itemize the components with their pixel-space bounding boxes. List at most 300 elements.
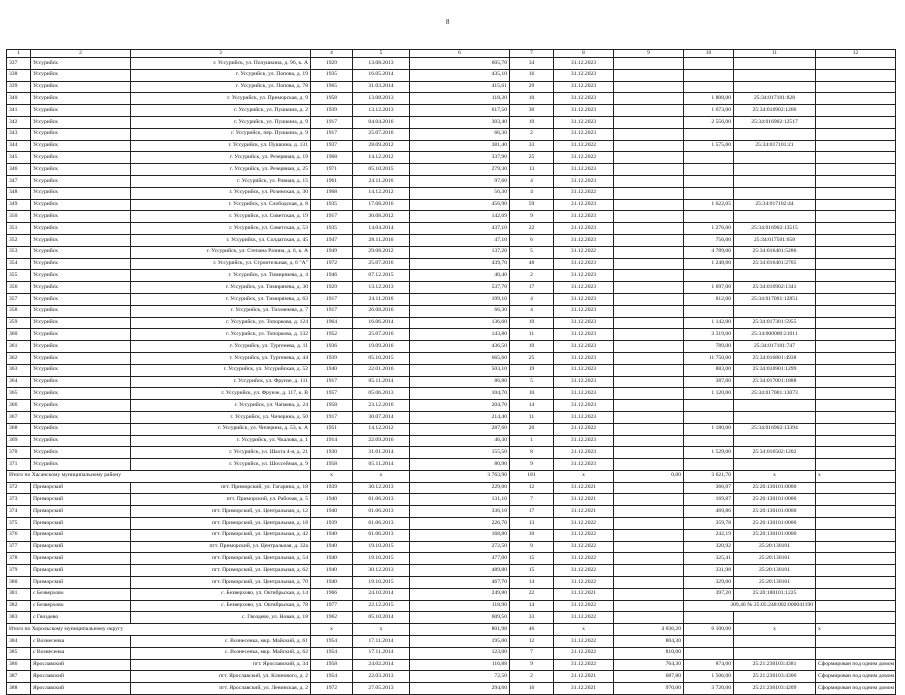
- subtotal-cell: 0,00: [614, 470, 684, 482]
- table-cell: [684, 81, 734, 93]
- table-cell: 7: [510, 647, 554, 659]
- table-cell: 353: [7, 246, 31, 258]
- table-cell: пгт. Ярославский, д. 34: [131, 659, 311, 671]
- table-cell: Приморский: [31, 541, 131, 553]
- table-cell: 05.10.2015: [353, 164, 410, 176]
- table-cell: 1940: [311, 565, 353, 577]
- column-number-cell: 12: [816, 50, 896, 58]
- table-row: [7, 187, 896, 199]
- table-row: [7, 58, 896, 70]
- table-cell: 4: [510, 187, 554, 199]
- table-cell: пгт. Приморский, ул. Центральная, д. 32а: [131, 541, 311, 553]
- table-cell: [734, 81, 816, 93]
- table-row: [7, 116, 896, 128]
- table-row: [7, 459, 896, 471]
- table-cell: 294,60: [410, 683, 510, 695]
- table-row: [7, 258, 896, 270]
- table-cell: 3 319,00: [684, 329, 734, 341]
- table-cell: [816, 459, 896, 471]
- table-cell: Уссурийск: [31, 341, 131, 353]
- table-cell: 350: [7, 211, 31, 223]
- table-cell: 31.12.2023: [554, 282, 614, 294]
- table-row: [7, 69, 896, 81]
- table-cell: г. Уссурийск, ул. Солдатская, д. 45: [131, 234, 311, 246]
- subtotal-cell: 801,98: [410, 624, 510, 636]
- table-cell: 1968: [311, 187, 353, 199]
- table-cell: 20: [510, 423, 554, 435]
- table-cell: 01.06.2013: [353, 506, 410, 518]
- table-cell: 28.09.2012: [353, 140, 410, 152]
- table-cell: 467,70: [410, 577, 510, 589]
- table-cell: 415,61: [410, 81, 510, 93]
- table-cell: 25:34:017501:658: [734, 234, 816, 246]
- subtotal-cell: x: [554, 470, 614, 482]
- table-cell: 477,00: [410, 553, 510, 565]
- table-cell: 1937: [311, 140, 353, 152]
- table-row: [7, 482, 896, 494]
- table-cell: 31.12.2023: [554, 258, 614, 270]
- table-cell: [684, 435, 734, 447]
- table-cell: [684, 152, 734, 164]
- table-cell: с. Безверхово, ул. Октябрьская, д. 14: [131, 588, 311, 600]
- table-cell: 56,30: [410, 187, 510, 199]
- table-cell: 33: [510, 140, 554, 152]
- table-cell: 376: [7, 529, 31, 541]
- table-cell: Уссурийск: [31, 246, 131, 258]
- table-cell: 1940: [311, 506, 353, 518]
- table-cell: 359,78: [684, 518, 734, 530]
- table-cell: Ярославский: [31, 671, 131, 683]
- table-cell: 25.07.2016: [353, 258, 410, 270]
- table-cell: 226,70: [410, 518, 510, 530]
- table-cell: 16.05.2014: [353, 69, 410, 81]
- column-number-cell: 2: [31, 50, 131, 58]
- table-cell: [734, 128, 816, 140]
- table-cell: г. Уссурийск, ул. Тихменева, д. 7: [131, 305, 311, 317]
- table-cell: [614, 541, 684, 553]
- table-cell: 970,00: [614, 683, 684, 695]
- table-cell: Уссурийск: [31, 293, 131, 305]
- table-cell: [816, 164, 896, 176]
- table-cell: 1929: [311, 282, 353, 294]
- table-row: [7, 140, 896, 152]
- table-cell: 2: [510, 128, 554, 140]
- table-cell: 116,88: [410, 659, 510, 671]
- table-cell: 31.12.2022: [554, 518, 614, 530]
- table-cell: [614, 223, 684, 235]
- table-cell: 365: [7, 388, 31, 400]
- table-cell: 366: [7, 400, 31, 412]
- table-cell: [816, 577, 896, 589]
- table-cell: 31.12.2022: [554, 152, 614, 164]
- register-table: [6, 49, 896, 695]
- subtotal-cell: x: [353, 470, 410, 482]
- table-cell: 31.12.2022: [554, 600, 614, 612]
- table-cell: 1939: [311, 518, 353, 530]
- table-cell: [734, 58, 816, 70]
- table-cell: 31.12.2023: [554, 175, 614, 187]
- table-cell: 1914: [311, 435, 353, 447]
- table-cell: 31.12.2022: [554, 140, 614, 152]
- table-cell: 1 529,00: [684, 447, 734, 459]
- table-cell: [614, 482, 684, 494]
- table-cell: 25:34:016902:13394: [734, 423, 816, 435]
- table-cell: 19.10.2015: [353, 553, 410, 565]
- table-cell: Уссурийск: [31, 223, 131, 235]
- table-cell: Уссурийск: [31, 364, 131, 376]
- table-cell: [816, 341, 896, 353]
- table-cell: 4 789,00: [684, 246, 734, 258]
- table-cell: [816, 305, 896, 317]
- table-cell: 25:20:180101:1225: [734, 588, 816, 600]
- table-cell: Сформирован под одним домом: [816, 671, 896, 683]
- table-cell: 31.12.2023: [554, 116, 614, 128]
- table-cell: 1964: [311, 317, 353, 329]
- table-cell: 27.05.2013: [353, 683, 410, 695]
- table-cell: 1917: [311, 128, 353, 140]
- table-cell: Уссурийск: [31, 58, 131, 70]
- table-cell: 1961: [311, 175, 353, 187]
- table-cell: г. Уссурийск, ул. Советская, д. 53: [131, 223, 311, 235]
- table-cell: [816, 636, 896, 648]
- table-cell: [734, 270, 816, 282]
- table-cell: 31.12.2021: [554, 683, 614, 695]
- table-cell: 25:34:017001:13073: [734, 388, 816, 400]
- table-cell: Уссурийск: [31, 352, 131, 364]
- table-cell: Уссурийск: [31, 376, 131, 388]
- table-cell: 356: [7, 282, 31, 294]
- table-cell: г. Уссурийск, ул. Пушкина, д. 9: [131, 116, 311, 128]
- table-cell: 341: [7, 105, 31, 117]
- table-cell: 756,00: [684, 234, 734, 246]
- table-cell: 143,80: [410, 329, 510, 341]
- table-cell: [614, 565, 684, 577]
- table-cell: 31.12.2021: [554, 506, 614, 518]
- table-cell: 31.12.2022: [554, 541, 614, 553]
- table-row: [7, 447, 896, 459]
- table-cell: 25:34:017102:44: [734, 199, 816, 211]
- table-cell: 1 697,00: [684, 282, 734, 294]
- table-cell: 22.09.2016: [353, 435, 410, 447]
- table-cell: 31.12.2023: [554, 93, 614, 105]
- table-cell: 28.11.2016: [353, 234, 410, 246]
- table-row: [7, 411, 896, 423]
- table-cell: 31.12.2022: [554, 565, 614, 577]
- table-cell: 345: [7, 152, 31, 164]
- table-cell: 1917: [311, 411, 353, 423]
- table-row: [7, 565, 896, 577]
- table-cell: 1954: [311, 636, 353, 648]
- column-number-cell: 11: [734, 50, 816, 58]
- table-cell: г. Уссурийск, ул. Попова, д. 78: [131, 81, 311, 93]
- table-cell: 30.08.2012: [353, 211, 410, 223]
- table-cell: 25:34:017301:5955: [734, 317, 816, 329]
- table-cell: 31.12.2022: [554, 647, 614, 659]
- table-cell: г. Уссурийск, ул. Фрунзе, д. 111: [131, 376, 311, 388]
- table-cell: [816, 588, 896, 600]
- table-cell: 368: [7, 423, 31, 435]
- table-cell: 169,87: [684, 494, 734, 506]
- table-cell: 26.08.2016: [353, 305, 410, 317]
- table-cell: [614, 447, 684, 459]
- table-cell: 1971: [311, 164, 353, 176]
- table-cell: 19.10.2015: [353, 541, 410, 553]
- table-cell: [614, 317, 684, 329]
- table-cell: 1958: [311, 459, 353, 471]
- table-cell: [816, 647, 896, 659]
- table-cell: 1 180,00: [684, 423, 734, 435]
- table-cell: 789,00: [684, 341, 734, 353]
- table-cell: 1929: [311, 58, 353, 70]
- table-cell: 25:34:016801:4938: [734, 352, 816, 364]
- table-cell: 25:34:017101:21: [734, 140, 816, 152]
- table-cell: [816, 541, 896, 553]
- table-cell: 25:34:000000:21011: [734, 329, 816, 341]
- table-cell: [816, 234, 896, 246]
- table-cell: г. Уссурийск, ул. Тургенева, д. 11: [131, 341, 311, 353]
- table-cell: 1 506,00: [684, 671, 734, 683]
- table-cell: 31.12.2023: [554, 411, 614, 423]
- table-cell: 364: [7, 376, 31, 388]
- table-cell: г. Уссурийск, ул. Топоркова, д. 124: [131, 317, 311, 329]
- table-cell: 31.12.2023: [554, 329, 614, 341]
- table-cell: [816, 116, 896, 128]
- column-number-cell: 10: [684, 50, 734, 58]
- table-cell: 104,70: [410, 388, 510, 400]
- table-cell: 1: [510, 435, 554, 447]
- table-cell: 229,00: [410, 482, 510, 494]
- table-cell: 25:20:130101:0000: [734, 518, 816, 530]
- table-cell: 30.12.2013: [353, 565, 410, 577]
- table-cell: [614, 187, 684, 199]
- table-cell: 1935: [311, 199, 353, 211]
- table-cell: 31.12.2023: [554, 447, 614, 459]
- table-cell: 14.12.2012: [353, 152, 410, 164]
- table-cell: [614, 116, 684, 128]
- table-cell: Уссурийск: [31, 329, 131, 341]
- table-cell: 97,60: [410, 175, 510, 187]
- table-cell: [734, 459, 816, 471]
- column-number-cell: 6: [410, 50, 510, 58]
- table-cell: 344: [7, 140, 31, 152]
- table-cell: [816, 435, 896, 447]
- table-cell: 14.12.2012: [353, 423, 410, 435]
- table-cell: 25:34:016901:1299: [734, 364, 816, 376]
- table-cell: 31.12.2022: [554, 529, 614, 541]
- table-cell: Уссурийск: [31, 270, 131, 282]
- table-cell: 9: [510, 459, 554, 471]
- table-cell: 17.08.2016: [353, 199, 410, 211]
- table-cell: 31.12.2023: [554, 69, 614, 81]
- table-cell: 31.12.2022: [554, 659, 614, 671]
- table-cell: 320,92: [684, 541, 734, 553]
- table-row: [7, 81, 896, 93]
- table-cell: г. Уссурийск, ул. Шоссейная, д. 9: [131, 459, 311, 471]
- table-cell: Уссурийск: [31, 164, 131, 176]
- table-cell: 13.08.2013: [353, 58, 410, 70]
- table-cell: 2 556,00: [684, 116, 734, 128]
- table-cell: 142,69: [410, 211, 510, 223]
- table-cell: 72,50: [410, 671, 510, 683]
- table-cell: [816, 376, 896, 388]
- table-cell: 25: [510, 152, 554, 164]
- table-cell: [734, 164, 816, 176]
- table-cell: 1939: [311, 352, 353, 364]
- table-cell: Уссурийск: [31, 435, 131, 447]
- table-cell: 347: [7, 175, 31, 187]
- table-cell: 22.01.2016: [353, 364, 410, 376]
- table-cell: 31.12.2023: [554, 305, 614, 317]
- table-cell: [734, 175, 816, 187]
- table-cell: [614, 69, 684, 81]
- table-row: [7, 400, 896, 412]
- table-cell: 1958: [311, 400, 353, 412]
- table-cell: 11: [510, 329, 554, 341]
- table-cell: 29.08.2012: [353, 246, 410, 258]
- table-cell: 1939: [311, 482, 353, 494]
- table-cell: 1940: [311, 529, 353, 541]
- table-cell: 118,20: [410, 93, 510, 105]
- table-cell: 378: [7, 553, 31, 565]
- table-cell: [684, 128, 734, 140]
- table-body: [7, 50, 896, 695]
- table-cell: [816, 411, 896, 423]
- table-cell: 19: [510, 364, 554, 376]
- table-cell: [816, 388, 896, 400]
- table-cell: Уссурийск: [31, 258, 131, 270]
- table-cell: 22.03.2013: [353, 671, 410, 683]
- table-cell: 01.06.2013: [353, 529, 410, 541]
- table-cell: Уссурийск: [31, 81, 131, 93]
- table-cell: 40,40: [410, 270, 510, 282]
- table-cell: 48: [510, 258, 554, 270]
- table-cell: 66,30: [410, 128, 510, 140]
- column-number-cell: 9: [614, 50, 684, 58]
- table-cell: 383: [7, 612, 31, 624]
- table-cell: 31.12.2023: [554, 341, 614, 353]
- table-cell: 1954: [311, 647, 353, 659]
- table-cell: [816, 400, 896, 412]
- table-cell: 31.12.2022: [554, 612, 614, 624]
- table-cell: Уссурийск: [31, 282, 131, 294]
- column-number-cell: 4: [311, 50, 353, 58]
- table-cell: 9: [510, 659, 554, 671]
- table-cell: [684, 411, 734, 423]
- table-cell: Уссурийск: [31, 423, 131, 435]
- table-cell: 31.12.2023: [554, 400, 614, 412]
- table-cell: 31.12.2021: [554, 482, 614, 494]
- table-cell: 2: [510, 671, 554, 683]
- table-cell: [684, 636, 734, 648]
- table-cell: [816, 270, 896, 282]
- table-row: [7, 683, 896, 695]
- table-cell: [614, 140, 684, 152]
- table-cell: с Гвоздево: [31, 612, 131, 624]
- table-cell: 31.12.2023: [554, 81, 614, 93]
- table-cell: 1958: [311, 659, 353, 671]
- table-cell: [816, 565, 896, 577]
- table-cell: 469,86: [684, 506, 734, 518]
- table-cell: [816, 223, 896, 235]
- table-cell: 1940: [311, 364, 353, 376]
- table-cell: 25:34:017101:828: [734, 93, 816, 105]
- table-cell: пгт. Приморский, ул. Центральная, д. 54: [131, 553, 311, 565]
- table-cell: [816, 258, 896, 270]
- table-cell: 1 622,05: [684, 199, 734, 211]
- subtotal-label: Итого по Хасанскому муниципальному району: [7, 470, 311, 482]
- table-cell: Уссурийск: [31, 447, 131, 459]
- table-cell: 31.12.2022: [554, 423, 614, 435]
- table-cell: 10: [510, 388, 554, 400]
- table-cell: г. Уссурийск, ул. Розинская, д. 30: [131, 187, 311, 199]
- table-cell: 617,50: [410, 105, 510, 117]
- table-cell: 07.12.2015: [353, 270, 410, 282]
- table-cell: Приморский: [31, 529, 131, 541]
- table-cell: Сформирован под одним домом: [816, 659, 896, 671]
- table-row: [7, 518, 896, 530]
- table-cell: [614, 529, 684, 541]
- table-cell: 31.12.2021: [554, 671, 614, 683]
- table-cell: 325,41: [684, 553, 734, 565]
- table-cell: 370: [7, 447, 31, 459]
- table-cell: 19: [510, 116, 554, 128]
- table-cell: г. Уссурийск, ул. Тургенева, д. 44: [131, 352, 311, 364]
- table-cell: 1940: [311, 541, 353, 553]
- table-cell: г. Уссурийск, ул. Шахта 4-я, д. 21: [131, 447, 311, 459]
- table-cell: [614, 329, 684, 341]
- table-cell: г. Уссурийск, ул. Фрунзе, д. 117, к. В: [131, 388, 311, 400]
- table-cell: [816, 600, 896, 612]
- table-cell: г. Уссурийск, ул. Тимирязева, д. 30: [131, 282, 311, 294]
- table-cell: г. Уссурийск, ул. Полушкина, д. 96, к. А: [131, 58, 311, 70]
- table-row: [7, 612, 896, 624]
- table-cell: пгт. Ярославский, ул. Клинового, д. 2: [131, 671, 311, 683]
- table-cell: 25:34:016902:13515: [734, 223, 816, 235]
- table-cell: 14.12.2012: [353, 187, 410, 199]
- table-cell: пгт. Ярославский, ул. Ленинская, д. 2: [131, 683, 311, 695]
- table-cell: 31.12.2023: [554, 352, 614, 364]
- table-cell: [816, 518, 896, 530]
- table-cell: [684, 459, 734, 471]
- table-cell: [816, 612, 896, 624]
- table-cell: г. Уссурийск, ул. Резервная, д. 19: [131, 152, 311, 164]
- subtotal-cell: 3 763,90: [410, 470, 510, 482]
- table-cell: [734, 400, 816, 412]
- table-cell: 31.12.2021: [554, 494, 614, 506]
- table-cell: [816, 93, 896, 105]
- table-cell: г. Уссурийск, ул. Советская, д. 19: [131, 211, 311, 223]
- table-cell: [684, 612, 734, 624]
- table-cell: 369: [7, 435, 31, 447]
- table-cell: 1917: [311, 293, 353, 305]
- table-cell: 13.12.2013: [353, 105, 410, 117]
- table-cell: пгт. Приморский, ул. Центральная, д. 62: [131, 565, 311, 577]
- table-cell: [816, 529, 896, 541]
- table-cell: 25:34:016902:1341: [734, 282, 816, 294]
- table-cell: с. Вознесенка, мкр. Майский, д. 61: [131, 636, 311, 648]
- table-cell: 29: [510, 81, 554, 93]
- table-cell: 31.12.2023: [554, 293, 614, 305]
- table-cell: [816, 482, 896, 494]
- table-cell: 381: [7, 588, 31, 600]
- table-cell: [816, 423, 896, 435]
- table-cell: [614, 93, 684, 105]
- table-cell: 337,90: [410, 152, 510, 164]
- table-cell: [684, 58, 734, 70]
- table-row: [7, 211, 896, 223]
- table-cell: 31.12.2023: [554, 128, 614, 140]
- table-cell: 343: [7, 128, 31, 140]
